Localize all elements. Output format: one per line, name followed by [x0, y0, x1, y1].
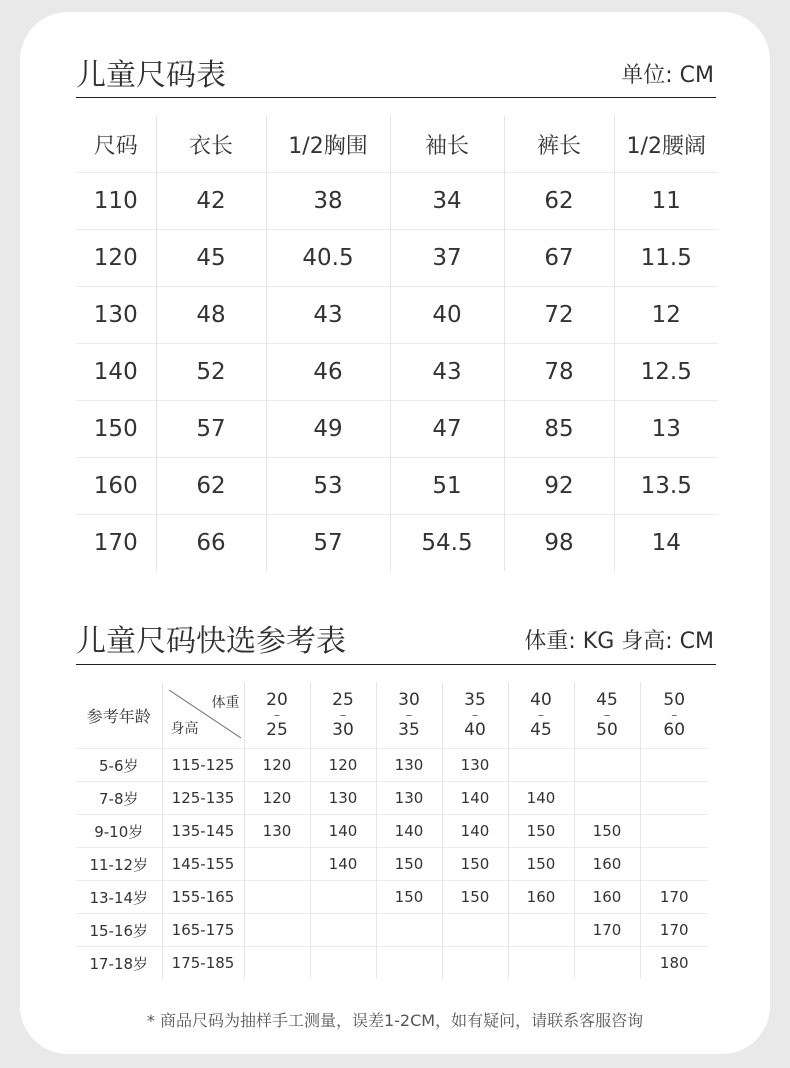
size-cell: 42 — [156, 173, 266, 230]
size-cell: 120 — [76, 230, 156, 287]
size-recommendation-cell — [244, 914, 310, 947]
size-recommendation-cell — [310, 914, 376, 947]
weight-range-sep: – — [406, 708, 412, 722]
size-recommendation-cell — [640, 782, 708, 815]
size-recommendation-cell — [244, 947, 310, 980]
weight-range-from: 45 — [596, 690, 618, 710]
weight-range-sep: – — [340, 708, 346, 722]
size-recommendation-cell: 170 — [640, 914, 708, 947]
size-recommendation-cell: 180 — [640, 947, 708, 980]
size-recommendation-cell — [574, 947, 640, 980]
table-row — [76, 401, 718, 458]
size-recommendation-cell: 130 — [244, 815, 310, 848]
table-row — [76, 815, 708, 848]
weight-range-to: 45 — [530, 720, 552, 740]
size-recommendation-cell: 140 — [442, 815, 508, 848]
size-cell: 38 — [266, 173, 390, 230]
size-cell: 62 — [504, 173, 614, 230]
size-cell: 51 — [390, 458, 504, 515]
weight-range-from: 40 — [530, 690, 552, 710]
quick-chart-divider — [76, 664, 716, 665]
size-cell: 11.5 — [614, 230, 718, 287]
age-cell: 17-18岁 — [76, 947, 162, 980]
size-recommendation-cell: 140 — [508, 782, 574, 815]
size-cell: 53 — [266, 458, 390, 515]
size-cell: 57 — [156, 401, 266, 458]
size-chart-title: 儿童尺码表 — [76, 58, 226, 93]
height-cell: 145-155 — [162, 848, 244, 881]
size-recommendation-cell: 170 — [640, 881, 708, 914]
age-cell: 5-6岁 — [76, 749, 162, 782]
size-cell: 85 — [504, 401, 614, 458]
height-cell: 155-165 — [162, 881, 244, 914]
size-cell: 62 — [156, 458, 266, 515]
table-row — [76, 782, 708, 815]
table-row — [76, 914, 708, 947]
size-cell: 13.5 — [614, 458, 718, 515]
weight-range-from: 50 — [663, 690, 686, 710]
size-recommendation-cell: 150 — [376, 881, 442, 914]
table-row — [76, 344, 718, 401]
quick-table — [76, 682, 708, 979]
quick-table-header — [76, 682, 708, 749]
size-recommendation-cell — [508, 749, 574, 782]
size-recommendation-cell: 150 — [508, 848, 574, 881]
weight-range-header — [442, 682, 508, 749]
size-table-header — [76, 116, 718, 173]
size-recommendation-cell: 140 — [442, 782, 508, 815]
size-recommendation-cell: 150 — [376, 848, 442, 881]
weight-range-header — [244, 682, 310, 749]
table-row — [76, 848, 708, 881]
age-cell: 9-10岁 — [76, 815, 162, 848]
table-row — [76, 749, 708, 782]
size-recommendation-cell — [310, 947, 376, 980]
footnote: * 商品尺码为抽样手工测量，误差1-2CM，如有疑问，请联系客服咨询 — [146, 1011, 644, 1030]
weight-range-sep: – — [604, 708, 610, 722]
size-recommendation-cell: 120 — [244, 749, 310, 782]
weight-height-header — [162, 682, 244, 749]
size-header-cell: 裤长 — [504, 116, 614, 173]
quick-chart-unit: 体重: KG 身高: CM — [524, 629, 714, 654]
size-cell: 110 — [76, 173, 156, 230]
size-cell: 47 — [390, 401, 504, 458]
size-recommendation-cell — [244, 881, 310, 914]
size-cell: 140 — [76, 344, 156, 401]
weight-label: 体重 — [211, 695, 240, 711]
size-recommendation-cell: 160 — [574, 848, 640, 881]
size-recommendation-cell: 150 — [442, 881, 508, 914]
size-cell: 46 — [266, 344, 390, 401]
size-cell: 98 — [504, 515, 614, 572]
size-chart-divider — [76, 97, 716, 98]
weight-range-header — [508, 682, 574, 749]
size-recommendation-cell: 160 — [508, 881, 574, 914]
size-cell: 34 — [390, 173, 504, 230]
size-cell: 12 — [614, 287, 718, 344]
height-cell: 115-125 — [162, 749, 244, 782]
table-row — [76, 881, 708, 914]
size-cell: 43 — [266, 287, 390, 344]
size-recommendation-cell: 130 — [376, 749, 442, 782]
table-row — [76, 458, 718, 515]
size-header-cell: 衣长 — [156, 116, 266, 173]
size-recommendation-cell — [640, 749, 708, 782]
size-cell: 11 — [614, 173, 718, 230]
height-label: 身高 — [170, 721, 199, 737]
size-header-cell: 尺码 — [76, 116, 156, 173]
size-cell: 67 — [504, 230, 614, 287]
size-table — [76, 116, 718, 571]
size-cell: 40 — [390, 287, 504, 344]
size-recommendation-cell — [442, 914, 508, 947]
weight-range-from: 25 — [332, 690, 354, 710]
size-recommendation-cell: 120 — [310, 749, 376, 782]
size-cell: 160 — [76, 458, 156, 515]
size-cell: 66 — [156, 515, 266, 572]
weight-range-header — [574, 682, 640, 749]
size-recommendation-cell: 160 — [574, 881, 640, 914]
size-recommendation-cell: 140 — [310, 848, 376, 881]
age-cell: 11-12岁 — [76, 848, 162, 881]
size-recommendation-cell — [244, 848, 310, 881]
size-recommendation-cell: 150 — [574, 815, 640, 848]
size-cell: 43 — [390, 344, 504, 401]
size-cell: 57 — [266, 515, 390, 572]
size-cell: 92 — [504, 458, 614, 515]
weight-range-header — [310, 682, 376, 749]
size-cell: 72 — [504, 287, 614, 344]
height-cell: 165-175 — [162, 914, 244, 947]
size-recommendation-cell: 150 — [442, 848, 508, 881]
size-recommendation-cell — [508, 914, 574, 947]
size-cell: 150 — [76, 401, 156, 458]
weight-range-header — [640, 682, 708, 749]
size-cell: 78 — [504, 344, 614, 401]
table-row — [76, 515, 718, 572]
weight-range-to: 30 — [332, 720, 354, 740]
weight-range-from: 35 — [464, 690, 486, 710]
size-recommendation-cell: 140 — [376, 815, 442, 848]
size-recommendation-cell — [376, 947, 442, 980]
age-cell: 7-8岁 — [76, 782, 162, 815]
size-recommendation-cell: 130 — [310, 782, 376, 815]
weight-range-header — [376, 682, 442, 749]
size-recommendation-cell — [376, 914, 442, 947]
size-cell: 40.5 — [266, 230, 390, 287]
quick-chart-title: 儿童尺码快选参考表 — [76, 624, 346, 659]
weight-range-sep: – — [671, 708, 678, 722]
weight-range-from: 20 — [266, 690, 288, 710]
size-cell: 12.5 — [614, 344, 718, 401]
weight-range-to: 50 — [596, 720, 618, 740]
size-header-cell: 袖长 — [390, 116, 504, 173]
age-cell: 13-14岁 — [76, 881, 162, 914]
height-cell: 125-135 — [162, 782, 244, 815]
weight-range-sep: – — [274, 708, 280, 722]
table-row — [76, 173, 718, 230]
size-recommendation-cell — [310, 881, 376, 914]
size-recommendation-cell — [508, 947, 574, 980]
size-cell: 13 — [614, 401, 718, 458]
age-cell: 15-16岁 — [76, 914, 162, 947]
size-header-cell: 1/2胸围 — [266, 116, 390, 173]
weight-range-to: 40 — [464, 720, 486, 740]
height-cell: 135-145 — [162, 815, 244, 848]
size-recommendation-cell: 130 — [376, 782, 442, 815]
size-header-cell: 1/2腰阔 — [626, 133, 706, 159]
size-recommendation-cell: 140 — [310, 815, 376, 848]
table-row — [76, 287, 718, 344]
size-cell: 130 — [76, 287, 156, 344]
size-recommendation-cell — [574, 782, 640, 815]
size-chart-unit: 单位: CM — [621, 63, 714, 88]
size-cell: 14 — [614, 515, 718, 572]
height-cell: 175-185 — [162, 947, 244, 980]
size-recommendation-cell — [640, 815, 708, 848]
size-cell: 170 — [76, 515, 156, 572]
weight-range-from: 30 — [398, 690, 420, 710]
size-recommendation-cell — [574, 749, 640, 782]
size-recommendation-cell: 170 — [574, 914, 640, 947]
size-recommendation-cell — [442, 947, 508, 980]
weight-range-to: 60 — [663, 720, 686, 740]
table-row — [76, 230, 718, 287]
size-cell: 54.5 — [390, 515, 504, 572]
table-row — [76, 947, 708, 980]
size-recommendation-cell: 150 — [508, 815, 574, 848]
size-cell: 45 — [156, 230, 266, 287]
size-cell: 49 — [266, 401, 390, 458]
size-recommendation-cell: 120 — [244, 782, 310, 815]
weight-range-to: 25 — [266, 720, 288, 740]
weight-range-to: 35 — [398, 720, 420, 740]
age-header: 参考年龄 — [76, 682, 162, 749]
size-recommendation-cell: 130 — [442, 749, 508, 782]
weight-range-sep: – — [472, 708, 478, 722]
size-cell: 37 — [390, 230, 504, 287]
size-recommendation-cell — [640, 848, 708, 881]
size-cell: 48 — [156, 287, 266, 344]
size-cell: 52 — [156, 344, 266, 401]
weight-range-sep: – — [538, 708, 544, 722]
